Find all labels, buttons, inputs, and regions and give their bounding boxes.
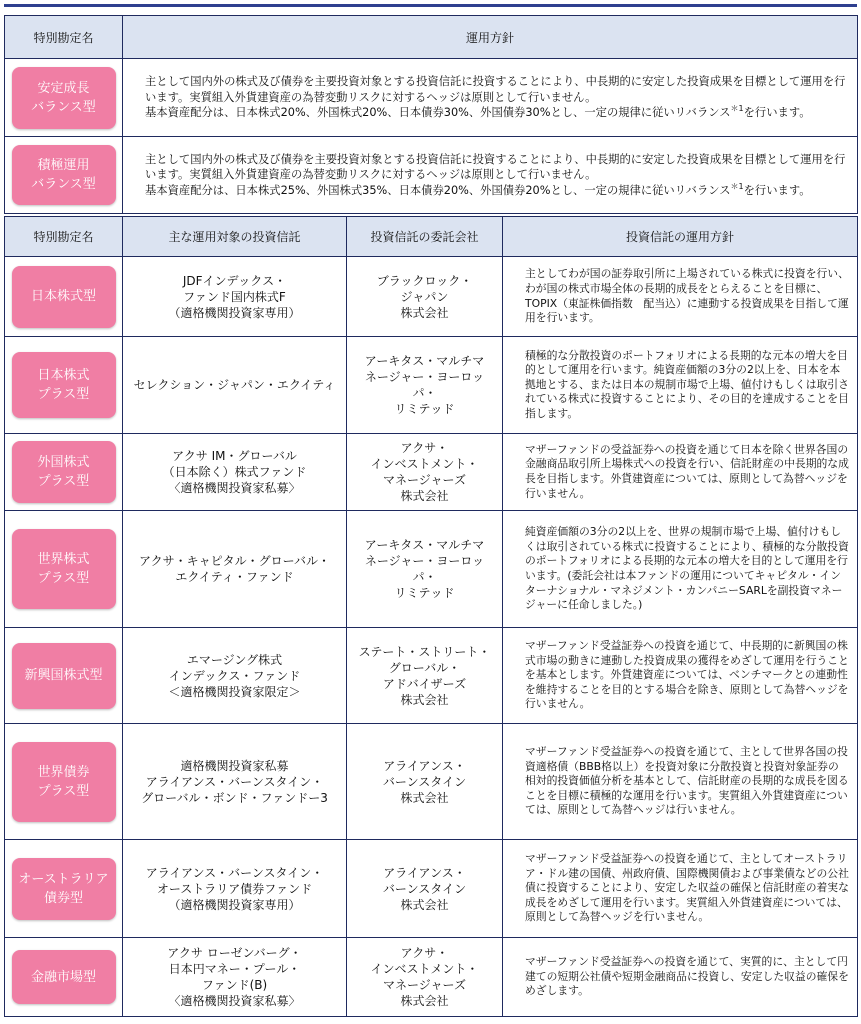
company-name: ブラックロック・ ジャパン 株式会社	[347, 257, 503, 337]
table-row	[5, 938, 858, 1017]
fund-policy: 主としてわが国の証券取引所に上場されている株式に投資を行い、わが国の株式市場全体の長期的成長をとらえることを目標に、TOPIX（東証株価指数 配当込）に連動する投資成果を目指して運用を行います。	[503, 257, 858, 337]
fund-policy: 純資産価額の3分の2以上を、世界の規制市場で上場、値付けもしくは取引されている株式に投資することにより、積極的な分散投資のポートフォリオによる長期的な元本の増大を目的として運用を行います。(委託会社は本ファンドの運用についてキャピタル・インターナショナル・マネジメント・カンパニーSARLを副投資マネージャーに任命しました。)	[503, 511, 858, 628]
account-name-badge: 金融市場型	[12, 950, 116, 1004]
table-header-row	[5, 16, 858, 59]
allocation-text	[145, 105, 849, 121]
header-company: 投資信託の委託会社	[347, 217, 503, 257]
fund-policy: 積極的な分散投資のポートフォリオによる長期的な元本の増大を目的として運用を行います。純資産価額の3分の2以上を、日本を本拠地とする、または日本の規制市場で上場、値付けもしくは取引されている株式に投資することにより、その目的を達成することを目指します。	[503, 337, 858, 434]
header-fund: 主な運用対象の投資信託	[123, 217, 347, 257]
fund-name: 適格機関投資家私募 アライアンス・バーンスタイン・ グローバル・ボンド・ファンドー3	[123, 724, 347, 840]
fund-policy: マザーファンド受益証券への投資を通じて、実質的に、主として円建ての短期公社債や短期金融商品に投資し、安定した収益の確保をめざします。	[503, 938, 858, 1017]
fund-policy: マザーファンド受益証券への投資を通じて、主としてオーストラリア・ドル建の国債、州政府債、国際機関債および事業債などの公社債に投資することにより、安定した収益の確保と信託財産の着実な成長をめざして運用を行います。実質組入外貨建資産については、原則として為替ヘッジを行いません。	[503, 840, 858, 938]
company-name: アライアンス・ バーンスタイン 株式会社	[347, 724, 503, 840]
table-row	[5, 724, 858, 840]
account-name-badge: 新興国株式型	[12, 643, 116, 709]
header-account-name: 特別勘定名	[5, 16, 123, 59]
table-row	[5, 840, 858, 938]
fund-name: アクサ IM・グローバル （日本除く）株式ファンド 〈適格機関投資家私募〉	[123, 434, 347, 511]
header-fund-policy: 投資信託の運用方針	[503, 217, 858, 257]
fund-policy: マザーファンドの受益証券への投資を通じて日本を除く世界各国の金融商品取引所上場株式への投資を行い、信託財産の中長期的な成長を目指します。外貨建資産については、原則として為替ヘッジを行いません。	[503, 434, 858, 511]
fund-name: JDFインデックス・ ファンド国内株式F （適格機関投資家専用）	[123, 257, 347, 337]
policy-cell	[123, 137, 858, 214]
table-row	[5, 137, 858, 214]
company-name: アーキタス・マルチマ ネージャー・ヨーロッパ・ リミテッド	[347, 511, 503, 628]
table-row	[5, 511, 858, 628]
company-name: ステート・ストリート・ グローバル・ アドバイザーズ 株式会社	[347, 628, 503, 724]
policy-text: 主として国内外の株式及び債券を主要投資対象とする投資信託に投資することにより、中長期的に安定した投資成果を目標として運用を行います。実質組入外貨建資産の為替変動リスクに対するヘッジは原則として行いません。	[145, 152, 846, 182]
header-policy: 運用方針	[123, 16, 858, 59]
account-name-badge: オーストラリア 債券型	[12, 858, 116, 920]
account-name-badge: 世界株式 プラス型	[12, 529, 116, 609]
table-row	[5, 434, 858, 511]
table-header-row	[5, 217, 858, 257]
footnote-mark: ＊1	[730, 181, 744, 191]
account-name-badge: 安定成長 バランス型	[12, 67, 116, 129]
table-row	[5, 59, 858, 137]
allocation-text	[145, 183, 849, 199]
header-account-name: 特別勘定名	[5, 217, 123, 257]
footnote-mark: ＊1	[730, 104, 744, 114]
policy-cell	[123, 59, 858, 137]
fund-table	[4, 216, 858, 1017]
top-rule	[4, 4, 857, 7]
fund-name: アライアンス・バーンスタイン・ オーストラリア債券ファンド （適格機関投資家専用）	[123, 840, 347, 938]
table-row	[5, 628, 858, 724]
fund-name: アクサ・キャピタル・グローバル・ エクイティ・ファンド	[123, 511, 347, 628]
company-name: アクサ・ インベストメント・ マネージャーズ 株式会社	[347, 938, 503, 1017]
fund-name: セレクション・ジャパン・エクイティ	[123, 337, 347, 434]
account-name-badge: 世界債券 プラス型	[12, 742, 116, 822]
table-row	[5, 257, 858, 337]
account-name-badge: 日本株式型	[12, 266, 116, 328]
company-name: アライアンス・ バーンスタイン 株式会社	[347, 840, 503, 938]
balance-account-table	[4, 15, 858, 214]
fund-name: アクサ ローゼンバーグ・ 日本円マネー・プール・ ファンド(B) 〈適格機関投資家私募〉	[123, 938, 347, 1017]
allocation-text-end: を行います。	[743, 106, 811, 120]
company-name: アクサ・ インベストメント・ マネージャーズ 株式会社	[347, 434, 503, 511]
allocation-text-main: 基本資産配分は、日本株式20%、外国株式20%、日本債券30%、外国債券30%とし、一定の規律に従いリバランス	[145, 106, 731, 120]
allocation-text-end: を行います。	[743, 183, 811, 197]
company-name: アーキタス・マルチマ ネージャー・ヨーロッパ・ リミテッド	[347, 337, 503, 434]
account-name-badge: 積極運用 バランス型	[12, 145, 116, 205]
fund-policy: マザーファンド受益証券への投資を通じて、主として世界各国の投資適格債（BBB格以上）を投資対象に分散投資と投資対象証券の相対的投資価値分析を基本として、信託財産の長期的な成長を図ることを目標に積極的な運用を行います。実質組入外貨建資産については、原則として為替ヘッジは行いません。	[503, 724, 858, 840]
account-name-badge: 外国株式 プラス型	[12, 441, 116, 503]
account-name-badge: 日本株式 プラス型	[12, 352, 116, 418]
table-row	[5, 337, 858, 434]
fund-policy: マザーファンド受益証券への投資を通じて、中長期的に新興国の株式市場の動きに連動した投資成果の獲得をめざして運用を行うことを基本とします。外貨建資産については、ベンチマークとの連動性を維持することを目的とする場合を除き、原則として為替ヘッジを行いません。	[503, 628, 858, 724]
allocation-text-main: 基本資産配分は、日本株式25%、外国株式35%、日本債券20%、外国債券20%とし、一定の規律に従いリバランス	[145, 183, 731, 197]
policy-text: 主として国内外の株式及び債券を主要投資対象とする投資信託に投資することにより、中長期的に安定した投資成果を目標として運用を行います。実質組入外貨建資産の為替変動リスクに対するヘッジは原則として行いません。	[145, 75, 846, 104]
fund-name: エマージング株式 インデックス・ファンド ＜適格機関投資家限定＞	[123, 628, 347, 724]
